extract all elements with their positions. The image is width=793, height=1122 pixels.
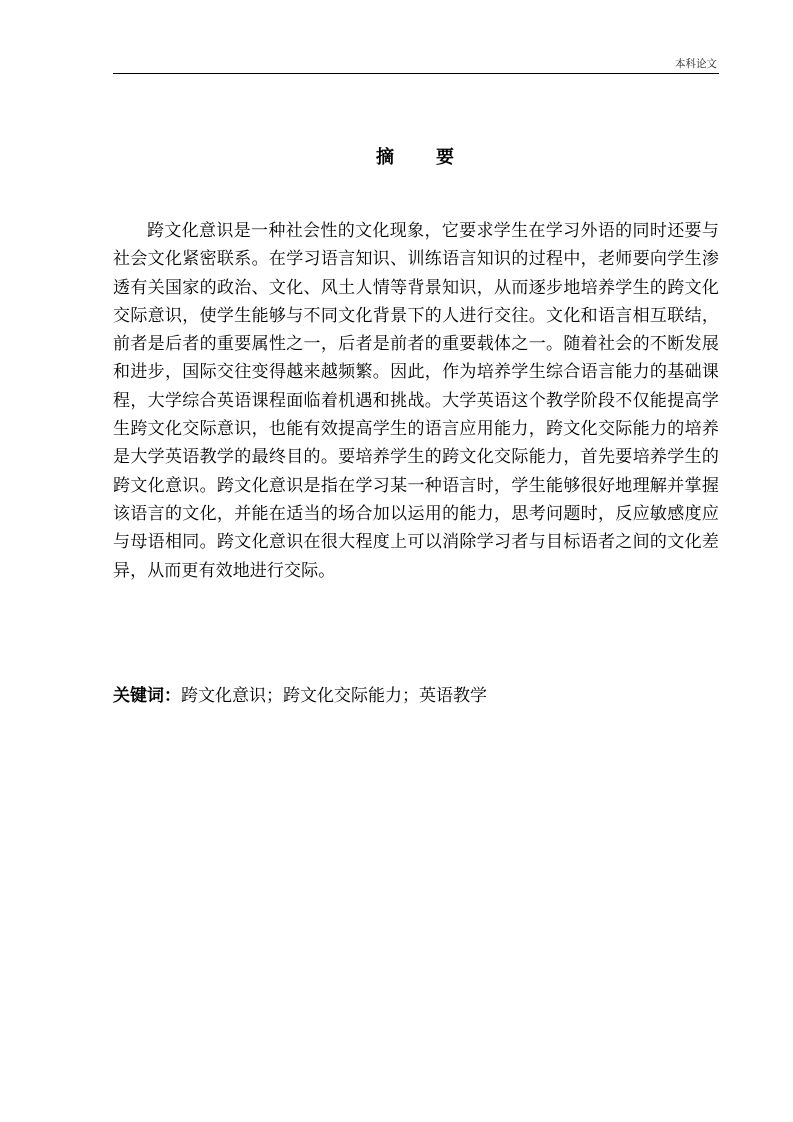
title-char-1: 摘 bbox=[376, 147, 396, 168]
keywords-line bbox=[113, 683, 719, 709]
keywords-value: 跨文化意识；跨文化交际能力；英语教学 bbox=[181, 686, 487, 706]
page-title bbox=[113, 145, 719, 171]
keywords-label: 关键词： bbox=[113, 686, 181, 706]
header-divider bbox=[113, 73, 719, 74]
abstract-paragraph: 跨文化意识是一种社会性的文化现象，它要求学生在学习外语的同时还要与社会文化紧密联系。在学习语言知识、训练语言知识的过程中，老师要向学生渗透有关国家的政治、文化、风土人情等背景知识，从而逐步地培养学生的跨文化交际意识，使学生能够与不同文化背景下的人进行交往。文化和语言相互联结，前者是后者的重要属性之一，后者是前者的重要载体之一。随着社会的不断发展和进步，国际交往变得越来越频繁。因此，作为培养学生综合语言能力的基础课程，大学综合英语课程面临着机遇和挑战。大学英语这个教学阶段不仅能提高学生跨文化交际意识，也能有效提高学生的语言应用能力，跨文化交际能力的培养是大学英语教学的最终目的。要培养学生的跨文化交际能力，首先要培养学生的跨文化意识。跨文化意识是指在学习某一种语言时，学生能够很好地理解并掌握该语言的文化，并能在适当的场合加以运用的能力，思考问题时，反应敏感度应与母语相同。跨文化意识在很大程度上可以消除学习者与目标语者之间的文化差异，从而更有效地进行交际。 bbox=[113, 221, 719, 581]
title-char-2: 要 bbox=[436, 147, 456, 168]
page-header-label: 本科论文 bbox=[675, 58, 717, 70]
